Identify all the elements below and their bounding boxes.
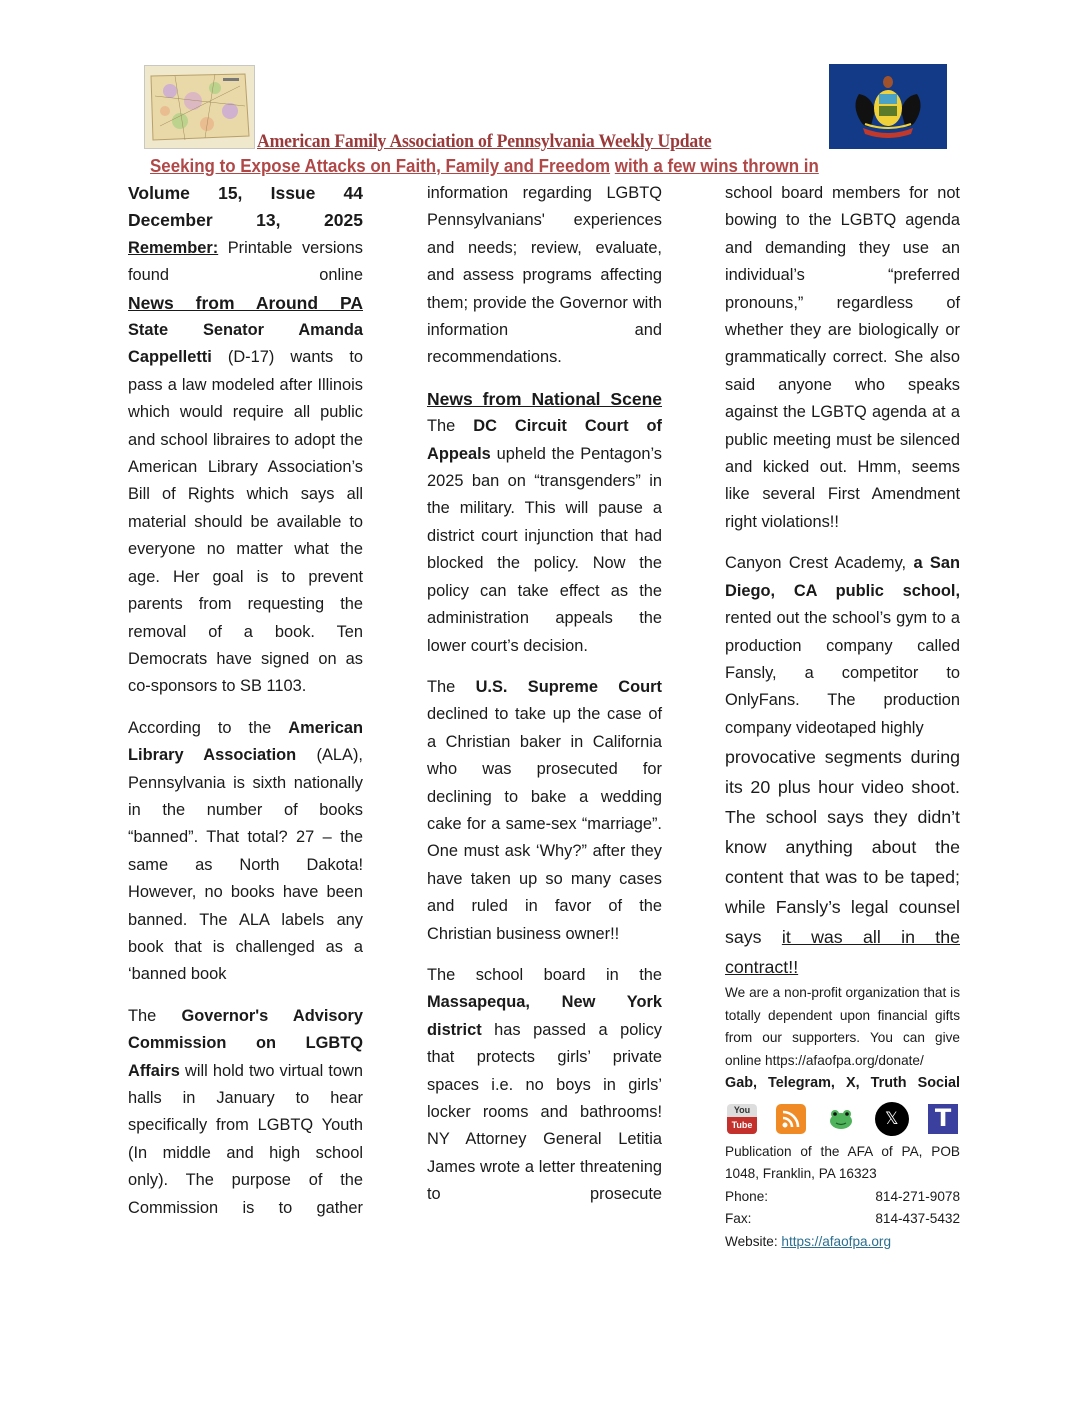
article-supreme-court	[427, 674, 662, 948]
article-canyon-crest-large	[725, 742, 960, 982]
phone-number: 814-271-9078	[875, 1188, 960, 1204]
publication-address: Publication of the AFA of PA, POB 1048, Franklin, PA 16323	[725, 1143, 960, 1182]
phone-label: Phone:	[725, 1188, 769, 1204]
article-canyon-crest	[725, 550, 960, 742]
article-governor-pre: The	[128, 1006, 182, 1025]
article-dc-circuit	[427, 413, 662, 660]
article-governor-continued: information regarding LGBTQ Pennsylvanians' experiences and needs; review, evaluate, and assess programs affecting them; provide the Governor with information and recommendations.	[427, 184, 662, 367]
column-1	[128, 180, 363, 1236]
article-supreme-court-pre: The	[427, 677, 476, 696]
column-3	[725, 180, 960, 1253]
youtube-icon[interactable]	[727, 1104, 757, 1134]
article-cappelletti-bold: State Senator Amanda Cappelletti	[128, 321, 363, 367]
article-ala-pre: According to the	[128, 718, 289, 737]
newsletter-subtitle	[150, 156, 819, 177]
article-cappelletti	[128, 317, 363, 701]
section-heading-around-pa: News from Around PA	[128, 292, 363, 313]
remember-label: Remember:	[128, 238, 219, 257]
pennsylvania-flag-image	[829, 64, 947, 149]
section-heading-national: News from National Scene	[427, 388, 662, 409]
article-canyon-crest-text: rented out the school’s gym to a production company called Fansly, a competitor to OnlyFans. The production company videotaped highly	[725, 609, 960, 737]
remember-note	[128, 235, 363, 290]
column-2	[427, 180, 662, 1223]
article-supreme-court-text: declined to take up the case of a Christian baker in California who was prosecuted for declining to bake a wedding cake for a same-sex “marriage”. One must ask ‘Why?” after they have taken up so many cases and ruled in favor of the Christian business owner!!	[427, 705, 662, 943]
article-dc-circuit-text: upheld the Pentagon’s 2025 ban on “transgenders” in the military. This will pause a district court injunction that had blocked the policy. Now the policy can take effect as the administration appeals the lower court’s decision.	[427, 444, 662, 655]
article-governor-text: will hold two virtual town halls in January to hear specifically from LGBTQ Youth (In middle and high school only). The purpose of the Commission is to gather	[128, 1061, 363, 1217]
truth-social-icon[interactable]: T	[928, 1104, 958, 1134]
article-governor-bold: Governor's Advisory Commission on LGBTQ Affairs	[128, 1006, 363, 1080]
remember-text: Printable versions found online	[128, 238, 363, 285]
issue-date: December 13, 2025	[128, 210, 363, 231]
article-massapequa-continued: school board members for not bowing to the LGBTQ agenda and demanding they use an individual’s “preferred pronouns,” regardless of whether they are biologically or grammatically correct. She also said anyone who speaks against the LGBTQ agenda at a public meeting must be silenced and kicked out. Hmm, seems like several First Amendment right violations!!	[725, 184, 960, 531]
article-ala-text: (ALA), Pennsylvania is sixth nationally in the number of books “banned”. That total? 27 – the same as North Dakota! However, no books have been banned. The ALA labels any book that is challenged as a ‘banned book	[128, 746, 363, 984]
article-ala-bold: American Library Association	[128, 718, 363, 765]
website-label: Website:	[725, 1233, 782, 1249]
rss-icon[interactable]	[776, 1104, 806, 1134]
gab-frog-icon[interactable]	[826, 1104, 856, 1134]
article-canyon-crest-underlined: it was all in the contract!!	[725, 927, 960, 978]
article-canyon-crest-text-large: provocative segments during its 20 plus hour video shoot. The school says they didn’t know anything about the content that was to be taped; while Fansly’s legal counsel says	[725, 747, 960, 948]
volume-issue: Volume 15, Issue 44	[128, 183, 363, 203]
fax-number: 814-437-5432	[875, 1211, 960, 1227]
nonprofit-notice: We are a non-profit organization that is totally dependent upon financial gifts from our supporters. You can give online https://afaofpa.org/donate/	[725, 985, 960, 1068]
article-cappelletti-text: (D-17) wants to pass a law modeled after Illinois which would require all public and school libraires to adopt the American Library Association’s Bill of Rights which says all material should be available to everyone no matter what the age. Her goal is to prevent parents from requesting the removal of a book. Ten Democrats have signed on as co-sponsors to SB 1103.	[128, 348, 363, 696]
website-link[interactable]: https://afaofpa.org	[781, 1233, 892, 1249]
youtube-icon-bottom: Tube	[727, 1117, 757, 1134]
fax-label: Fax:	[725, 1211, 752, 1227]
website-line	[725, 1231, 960, 1254]
subtitle-part-1: Seeking to Expose Attacks on Faith, Family and Freedom	[150, 156, 611, 176]
article-supreme-court-bold: U.S. Supreme Court	[475, 677, 662, 696]
article-canyon-crest-pre: Canyon Crest Academy,	[725, 554, 914, 573]
subtitle-part-2: with a few wins thrown in	[614, 156, 819, 176]
x-icon[interactable]: 𝕏	[875, 1102, 909, 1136]
article-massapequa-text: has passed a policy that protects girls’ private spaces i.e. no boys in girls’ locker rooms and bathrooms! NY Attorney General Letitia James wrote a letter threatening to prosecute	[427, 1020, 662, 1204]
social-networks-line: Gab, Telegram, X, Truth Social	[725, 1075, 960, 1092]
article-massapequa-pre: The school board in the	[427, 965, 662, 984]
article-governor	[128, 1003, 363, 1222]
pennsylvania-map-image	[144, 65, 255, 149]
article-canyon-crest-bold: a San Diego, CA public school,	[725, 554, 960, 600]
article-massapequa-bold: Massapequa, New York district	[427, 993, 662, 1039]
newsletter-title: American Family Association of Pennsylvania Weekly Update	[257, 131, 712, 152]
article-ala	[128, 715, 363, 989]
article-dc-circuit-pre: The	[427, 417, 474, 436]
article-massapequa	[427, 962, 662, 1209]
youtube-icon-top: You	[727, 1104, 757, 1117]
social-icons-row	[725, 1095, 960, 1141]
article-dc-circuit-bold: DC Circuit Court of Appeals	[427, 417, 662, 463]
fax-line	[725, 1208, 960, 1231]
phone-line	[725, 1186, 960, 1209]
